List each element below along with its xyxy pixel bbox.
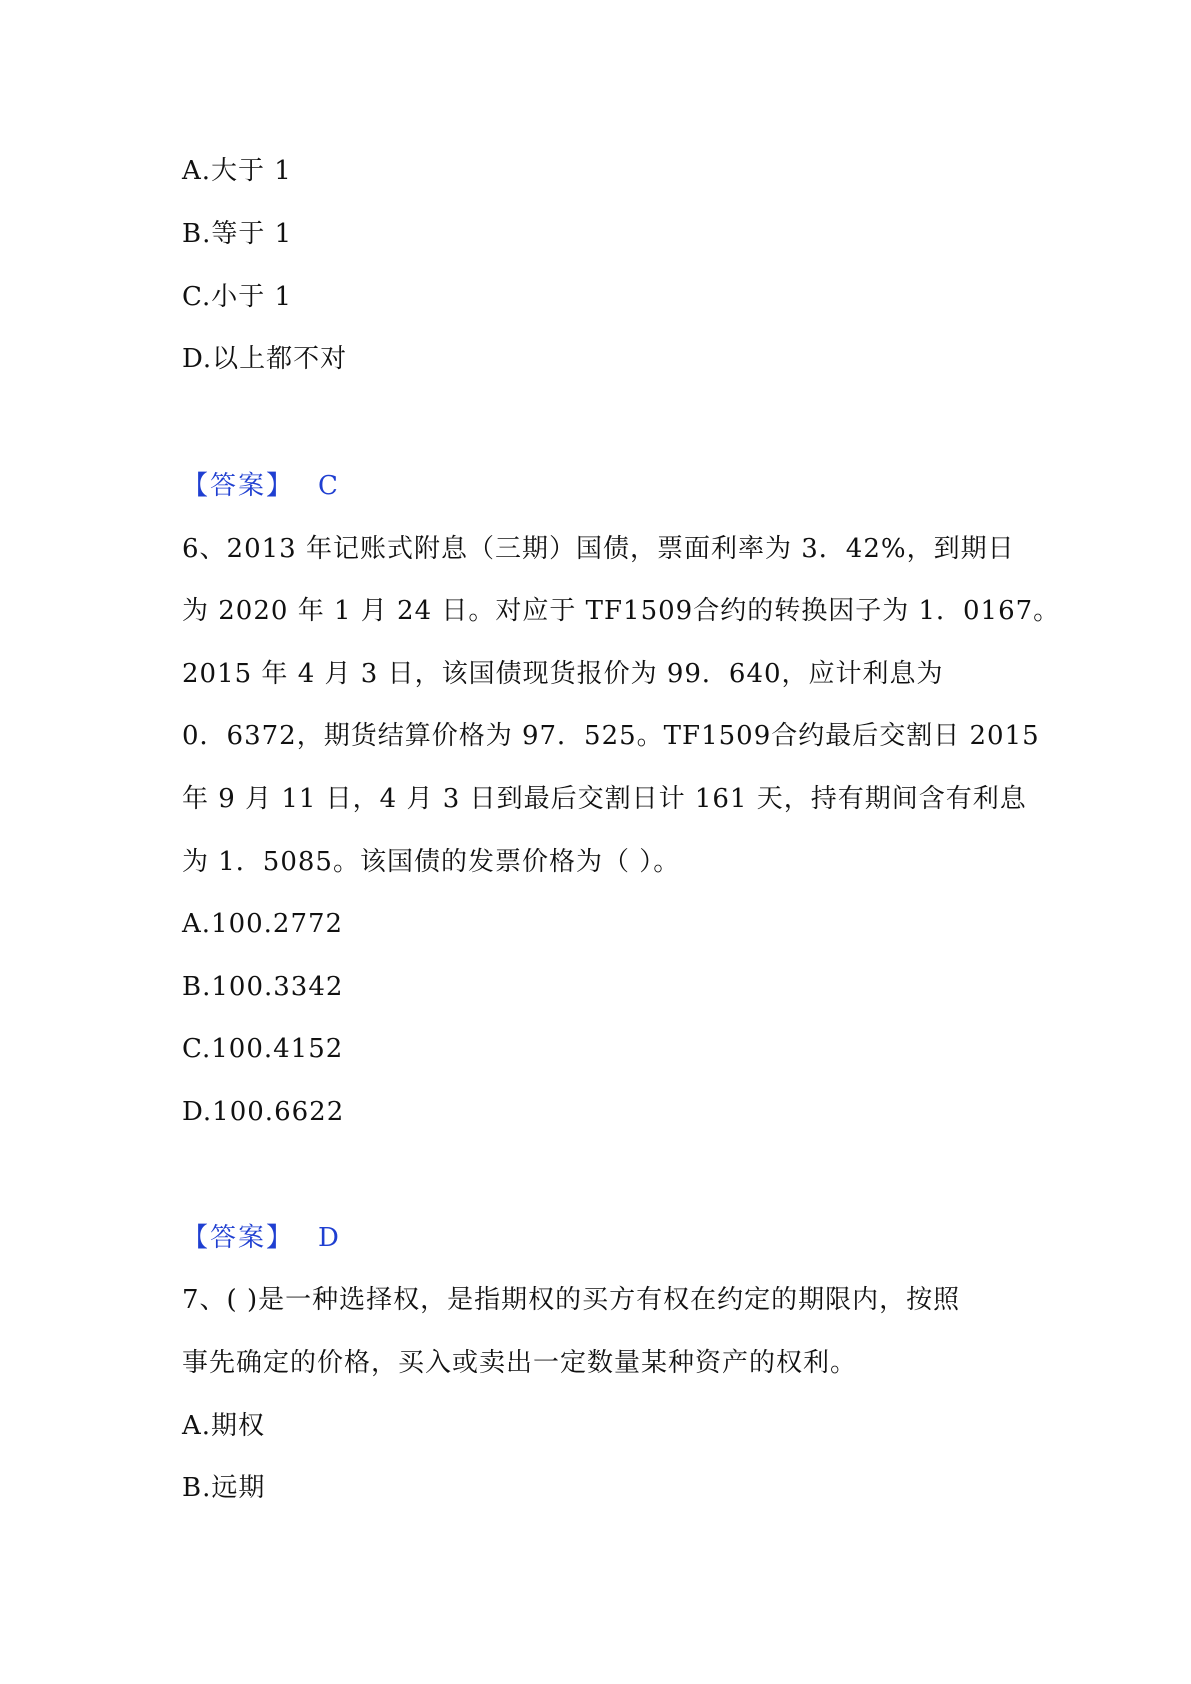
q6-option-b: B.100.3342 <box>182 972 344 1002</box>
answer-label: 【答案】 <box>182 471 295 501</box>
q6-answer <box>182 1221 339 1255</box>
q6-text-line-2: 为 2020 年 1 月 24 日。对应于 TF1509合约的转换因子为 1．0167。 <box>182 596 1061 626</box>
q6-option-c: C.100.4152 <box>182 1034 344 1064</box>
q7-option-b: B.远期 <box>182 1473 266 1503</box>
q5-option-d: D.以上都不对 <box>182 344 348 374</box>
q5-option-b: B.等于 1 <box>182 219 293 249</box>
q5-option-a: A.大于 1 <box>182 156 292 186</box>
q7-text-line-1: 7、( )是一种选择权，是指期权的买方有权在约定的期限内，按照 <box>182 1285 961 1315</box>
q7-option-a: A.期权 <box>182 1411 266 1441</box>
q6-text-line-6: 为 1．5085。该国债的发票价格为（ ）。 <box>182 847 681 877</box>
q6-option-d: D.100.6622 <box>182 1097 345 1127</box>
q6-text-line-5: 年 9 月 11 日，4 月 3 日到最后交割日计 161 天，持有期间含有利息 <box>182 784 1027 814</box>
q7-text-line-2: 事先确定的价格，买入或卖出一定数量某种资产的权利。 <box>182 1348 858 1378</box>
q6-text-line-1: 6、2013 年记账式附息（三期）国债，票面利率为 3．42%，到期日 <box>182 534 1015 564</box>
q6-text-line-3: 2015 年 4 月 3 日，该国债现货报价为 99．640，应计利息为 <box>182 659 944 689</box>
answer-value: C <box>318 471 338 501</box>
q6-text-line-4: 0．6372，期货结算价格为 97．525。TF1509合约最后交割日 2015 <box>182 721 1040 751</box>
answer-label: 【答案】 <box>182 1223 295 1253</box>
q5-answer <box>182 469 338 503</box>
q5-option-c: C.小于 1 <box>182 282 293 312</box>
q6-option-a: A.100.2772 <box>182 909 344 939</box>
answer-value: D <box>318 1223 339 1253</box>
